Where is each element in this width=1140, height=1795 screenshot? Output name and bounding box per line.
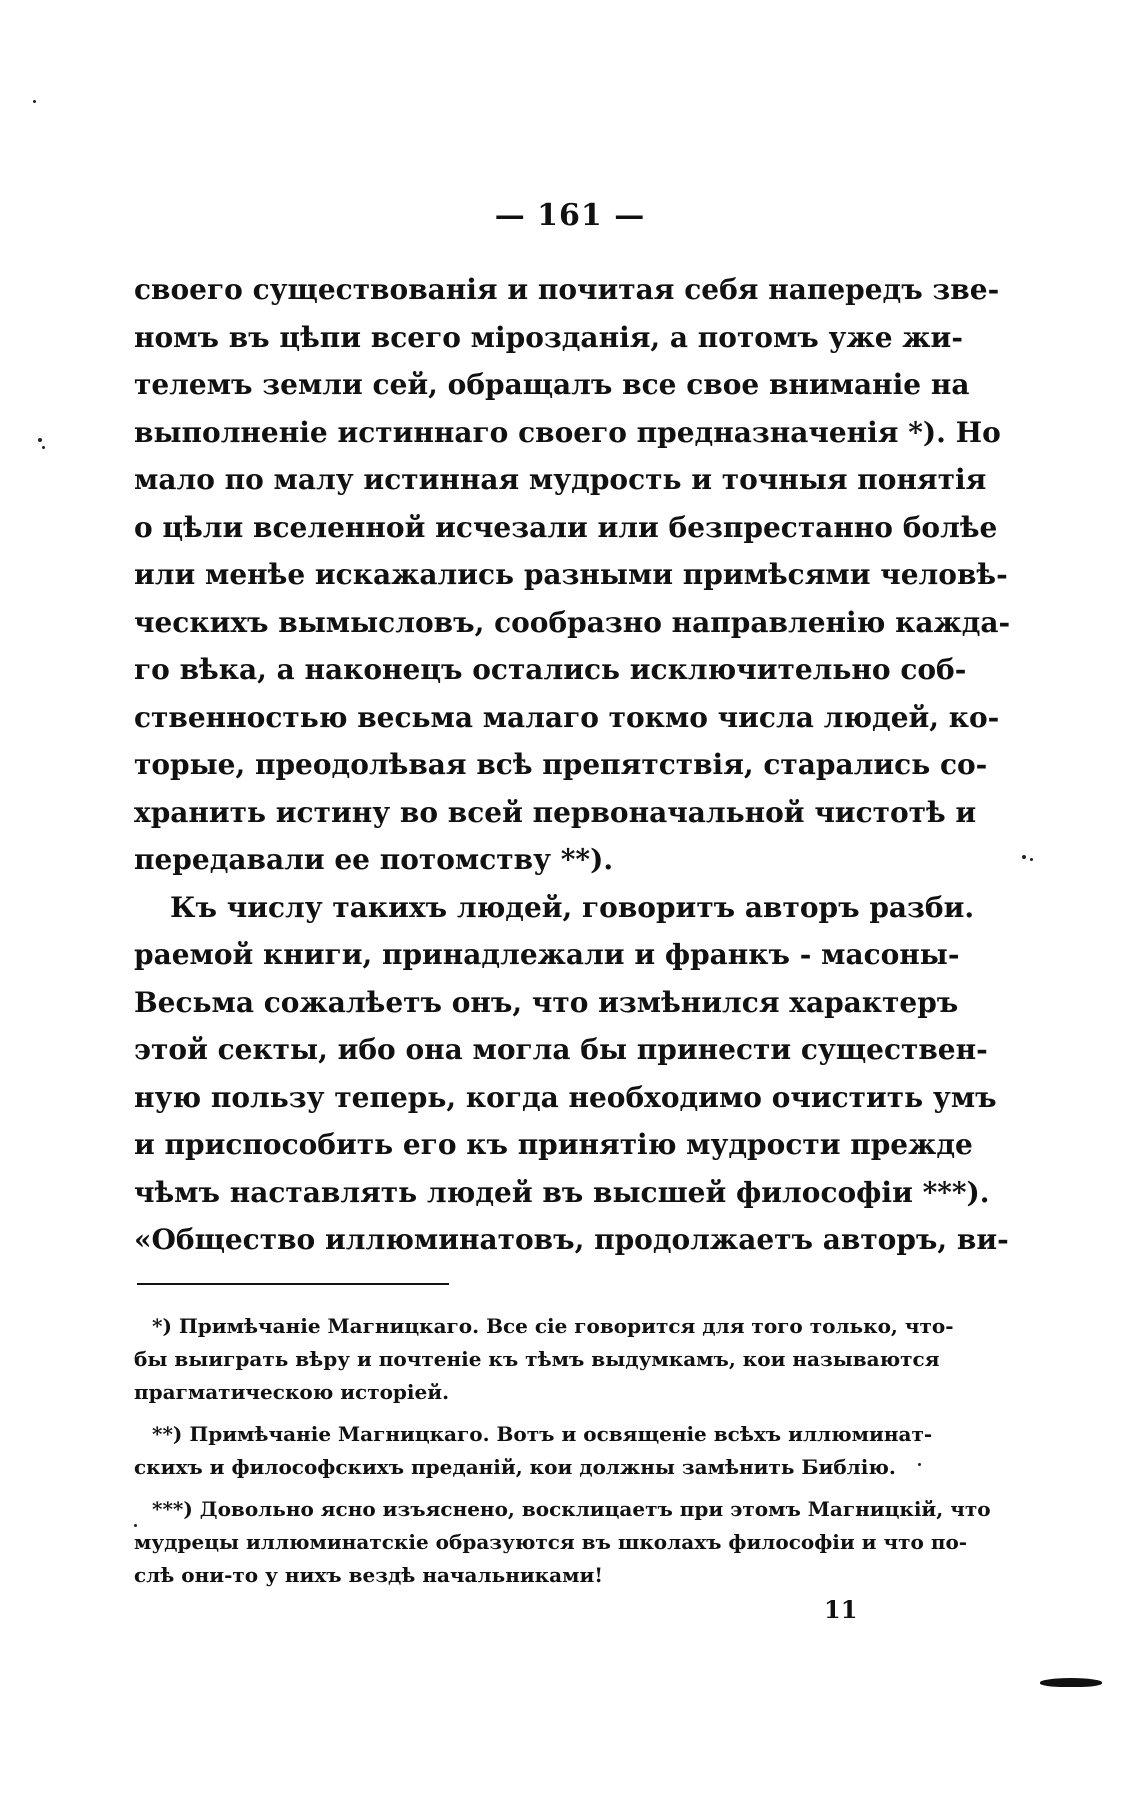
speck-mark <box>918 1463 921 1466</box>
footnote-line: **) Примѣчаніе Магницкаго. Вотъ и освященіе всѣхъ иллюминат- <box>152 1422 933 1446</box>
footnote-line: скихъ и философскихъ преданій, кои должны замѣнить Библію. <box>134 1455 896 1479</box>
text-line: торые, преодолѣвая всѣ препятствія, старались со- <box>134 748 988 781</box>
text-line: и приспособить его къ принятію мудрости прежде <box>134 1128 973 1161</box>
speck-mark <box>1022 855 1026 859</box>
text-line: ственностью весьма малаго токмо числа людей, ко- <box>134 700 1000 734</box>
text-line: или менѣе искажались разными примѣсями человѣ- <box>134 558 1008 591</box>
main-text <box>134 266 1011 1264</box>
speck-mark <box>134 1524 137 1527</box>
text-line: ческихъ вымысловъ, сообразно направленію кажда- <box>134 605 1011 639</box>
footnote-line: *) Примѣчаніе Магницкаго. Все сіе говорится для того только, что- <box>152 1314 954 1338</box>
text-line: своего существованія и почитая себя напередъ зве- <box>134 273 1000 306</box>
text-line: Къ числу такихъ людей, говоритъ авторъ разби. <box>170 890 975 924</box>
speck-mark <box>33 100 36 103</box>
footnote-line: бы выиграть вѣру и почтеніе къ тѣмъ выдумкамъ, кои называются <box>134 1347 940 1371</box>
footnotes <box>134 1310 991 1592</box>
page-number: — 161 — <box>494 198 646 233</box>
text-line: этой секты, ибо она могла бы принести существен- <box>134 1033 988 1066</box>
speck-mark <box>42 446 45 449</box>
text-line: мало по малу истинная мудрость и точныя понятія <box>134 463 987 496</box>
signature-mark: 11 <box>824 1595 858 1624</box>
text-line: чѣмъ наставлять людей въ высшей философіи ***). <box>134 1175 990 1209</box>
text-line: хранить истину во всей первоначальной чистотѣ и <box>134 795 977 829</box>
text-line: «Общество иллюминатовъ, продолжаетъ авторъ, ви- <box>134 1223 1009 1256</box>
text-line: о цѣли вселенной исчезали или безпрестанно болѣе <box>134 510 998 544</box>
footnote-line: слѣ они-то у нихъ вездѣ начальниками! <box>134 1563 604 1587</box>
footnote-divider <box>137 1283 449 1285</box>
text-line: ную пользу теперь, когда необходимо очистить умъ <box>134 1080 997 1114</box>
edge-mark <box>1040 1678 1102 1687</box>
text-line: номъ въ цѣпи всего мірозданія, а потомъ уже жи- <box>134 320 963 354</box>
footnote-line: мудрецы иллюминатскіе образуются въ школахъ философіи и что по- <box>134 1530 968 1554</box>
text-line: передавали ее потомству **). <box>134 843 614 876</box>
footnote-line: прагматическою исторіей. <box>134 1380 450 1404</box>
speck-mark <box>1030 858 1033 861</box>
text-line: раемой книги, принадлежали и франкъ - масоны- <box>134 938 960 971</box>
text-line: выполненіе истиннаго своего предназначенія *). Но <box>134 415 1001 449</box>
footnote-line: ***) Довольно ясно изъяснено, восклицаетъ при этомъ Магницкій, что <box>152 1497 991 1521</box>
text-line: го вѣка, а наконецъ остались исключительно соб- <box>134 653 967 686</box>
text-line: Весьма сожалѣетъ онъ, что измѣнился характеръ <box>134 985 959 1019</box>
text-line: телемъ земли сей, обращалъ все свое вниманіе на <box>134 368 970 401</box>
speck-mark <box>38 438 42 442</box>
